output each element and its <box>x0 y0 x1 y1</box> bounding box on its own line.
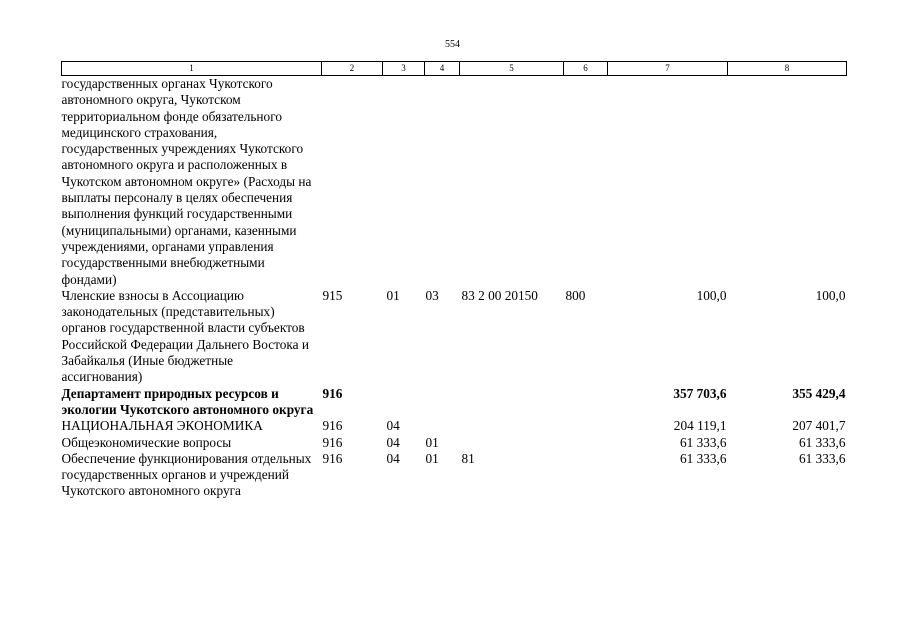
column-header-3: 3 <box>383 62 425 76</box>
section-code <box>383 386 425 419</box>
table-header <box>62 62 847 76</box>
target-article-code <box>460 435 564 451</box>
expense-type-code <box>564 435 608 451</box>
section-code: 01 <box>386 287 400 303</box>
expense-type-code <box>564 76 608 288</box>
ministry-code: 915 <box>322 287 343 303</box>
column-header-5: 5 <box>460 62 564 76</box>
section-code: 04 <box>386 418 400 434</box>
row-name: Обеспечение функционирования отдельных государственных органов и учреждений Чукотского автономного округа <box>61 450 312 499</box>
column-header-1: 1 <box>62 62 322 76</box>
amount-col8 <box>728 76 847 288</box>
target-article-code <box>460 76 564 288</box>
row-name: Общеэкономические вопросы <box>61 434 232 450</box>
column-header-6: 6 <box>564 62 608 76</box>
table-row <box>62 76 847 288</box>
page-number: 554 <box>445 39 460 50</box>
amount-col8: 61 333,6 <box>798 450 846 466</box>
table-row <box>62 418 847 434</box>
target-article-code: 83 2 00 20150 <box>461 287 538 303</box>
table-body <box>62 76 847 500</box>
amount-col8: 355 429,4 <box>792 385 846 401</box>
table-row <box>62 288 847 386</box>
column-header-2: 2 <box>322 62 383 76</box>
section-code: 04 <box>386 450 400 466</box>
row-name: Департамент природных ресурсов и экологии Чукотского автономного округа <box>61 385 314 417</box>
row-name: Членские взносы в Ассоциацию законодательных (представительных) органов государственной власти субъектов Российской Федерации Дальнего Востока и Забайкалья (Иные бюджетные ассигнования) <box>61 287 310 385</box>
table-row <box>62 386 847 419</box>
amount-col7: 357 703,6 <box>673 385 727 401</box>
subsection-code <box>425 386 460 419</box>
amount-col8: 207 401,7 <box>792 418 846 434</box>
amount-col7: 61 333,6 <box>679 450 727 466</box>
amount-col7: 204 119,1 <box>673 418 727 434</box>
ministry-code <box>322 76 383 288</box>
target-article-code: 81 <box>461 450 475 466</box>
subsection-code: 01 <box>425 450 439 466</box>
expense-type-code <box>564 418 608 434</box>
subsection-code: 01 <box>425 434 439 450</box>
subsection-code <box>425 76 460 288</box>
amount-col7 <box>608 76 728 288</box>
ministry-code: 916 <box>322 385 343 401</box>
amount-col7: 100,0 <box>696 287 727 303</box>
table-row <box>62 435 847 451</box>
ministry-code: 916 <box>322 434 343 450</box>
column-header-4: 4 <box>425 62 460 76</box>
amount-col8: 61 333,6 <box>798 434 846 450</box>
subsection-code: 03 <box>425 287 439 303</box>
column-number-row <box>62 62 847 76</box>
ministry-code: 916 <box>322 450 343 466</box>
section-code <box>383 76 425 288</box>
amount-col8: 100,0 <box>815 287 846 303</box>
row-name: государственных органах Чукотского автономного округа, Чукотском территориальном фонде обязательного медицинского страхования, государственных учреждениях Чукотского автономного округа и расположенных в Чукотском автономном округе» (Расходы на выплаты персоналу в целях обеспечения выполнения функций государственными (муниципальными) органами, казенными учреждениями, органами управления государственными внебюджетными фондами) <box>61 76 312 287</box>
subsection-code <box>425 418 460 434</box>
target-article-code <box>460 418 564 434</box>
expense-type-code: 800 <box>565 287 586 303</box>
table-row <box>62 451 847 500</box>
column-header-7: 7 <box>608 62 728 76</box>
expense-type-code <box>564 451 608 500</box>
column-header-8: 8 <box>728 62 847 76</box>
target-article-code <box>460 386 564 419</box>
section-code: 04 <box>386 434 400 450</box>
expense-type-code <box>564 386 608 419</box>
ministry-code: 916 <box>322 418 343 434</box>
row-name: НАЦИОНАЛЬНАЯ ЭКОНОМИКА <box>61 418 263 434</box>
budget-table <box>61 61 847 500</box>
amount-col7: 61 333,6 <box>679 434 727 450</box>
